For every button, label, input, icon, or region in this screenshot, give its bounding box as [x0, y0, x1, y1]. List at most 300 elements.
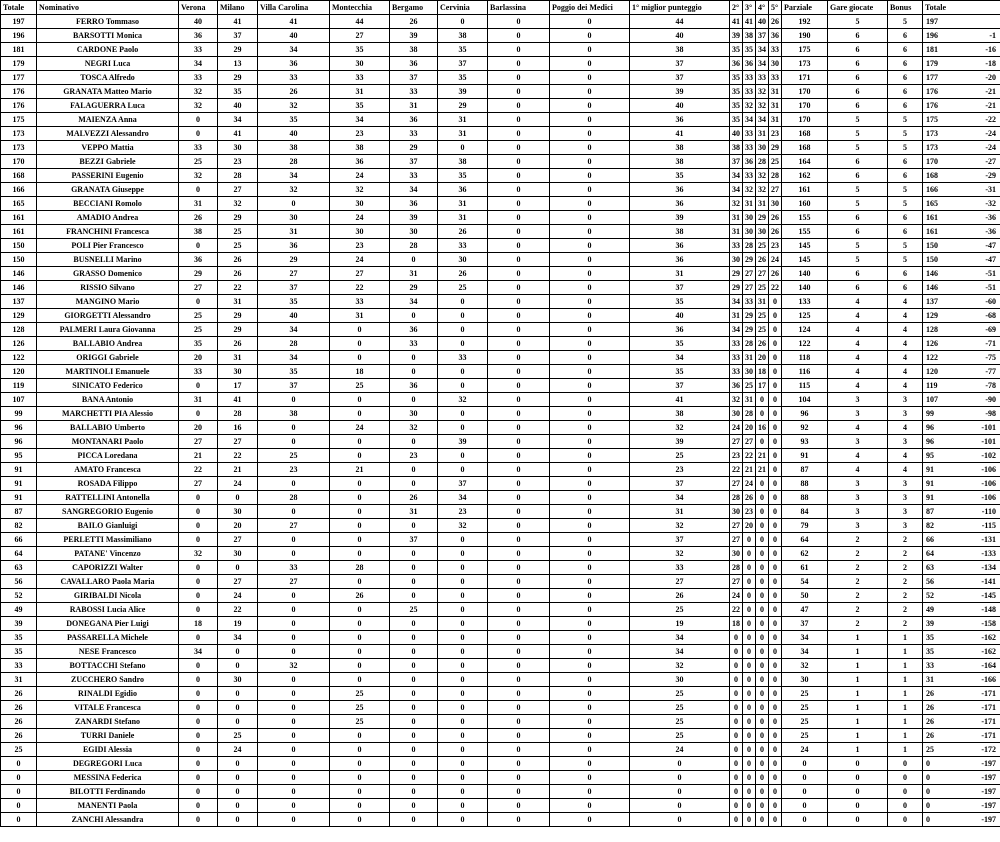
best-score-cell: 31: [756, 295, 769, 309]
column-header: 1° miglior punteggio: [630, 1, 730, 15]
table-row: [1, 295, 1000, 309]
score-cell: 25: [330, 715, 390, 729]
score-cell: 0: [330, 323, 390, 337]
best-score-cell: 34: [756, 43, 769, 57]
final-total-value: 197: [926, 17, 938, 26]
partial-cell: 47: [782, 603, 828, 617]
score-cell: 0: [488, 757, 550, 771]
score-cell: 41: [258, 15, 330, 29]
final-total-cell: [923, 183, 1000, 197]
score-cell: 0: [390, 799, 438, 813]
bonus-cell: 6: [888, 281, 923, 295]
best-score-cell: 35: [730, 85, 743, 99]
score-cell: 38: [258, 141, 330, 155]
best-score-cell: 30: [769, 197, 782, 211]
final-total-value: 96: [926, 423, 934, 432]
score-cell: 31: [438, 211, 488, 225]
name-cell: GIRIBALDI Nicola: [37, 589, 179, 603]
score-cell: 0: [438, 659, 488, 673]
name-cell: VEPPO Mattia: [37, 141, 179, 155]
score-cell: 0: [258, 799, 330, 813]
races-played-cell: 4: [828, 379, 888, 393]
name-cell: BOTTACCHI Stefano: [37, 659, 179, 673]
best-score-cell: 40: [630, 29, 730, 43]
partial-cell: 170: [782, 85, 828, 99]
best-score-cell: 27: [730, 575, 743, 589]
final-total-cell: [923, 407, 1000, 421]
total-cell: 95: [1, 449, 37, 463]
final-total-value: 91: [926, 479, 934, 488]
partial-cell: 0: [782, 799, 828, 813]
final-total-cell: [923, 701, 1000, 715]
final-total-cell: [923, 603, 1000, 617]
bonus-cell: 5: [888, 127, 923, 141]
score-cell: 0: [258, 197, 330, 211]
score-cell: 0: [438, 421, 488, 435]
best-score-cell: 32: [756, 99, 769, 113]
score-cell: 33: [179, 43, 218, 57]
best-score-cell: 0: [743, 771, 756, 785]
final-total-value: 0: [926, 773, 930, 782]
total-cell: 26: [1, 687, 37, 701]
best-score-cell: 24: [769, 253, 782, 267]
partial-cell: 125: [782, 309, 828, 323]
score-cell: 24: [330, 421, 390, 435]
column-header: Villa Carolina: [258, 1, 330, 15]
bonus-cell: 0: [888, 785, 923, 799]
score-cell: 0: [179, 183, 218, 197]
best-score-cell: 0: [756, 701, 769, 715]
best-score-cell: 35: [730, 99, 743, 113]
total-cell: 128: [1, 323, 37, 337]
score-cell: 0: [438, 141, 488, 155]
races-played-cell: 5: [828, 15, 888, 29]
score-cell: 28: [218, 407, 258, 421]
bonus-cell: 4: [888, 463, 923, 477]
best-score-cell: 0: [743, 757, 756, 771]
score-cell: 0: [179, 701, 218, 715]
best-score-cell: 33: [743, 71, 756, 85]
score-cell: 25: [179, 155, 218, 169]
best-score-cell: 25: [743, 379, 756, 393]
best-score-cell: 0: [743, 785, 756, 799]
best-score-cell: 39: [730, 29, 743, 43]
races-played-cell: 4: [828, 421, 888, 435]
score-cell: 36: [330, 155, 390, 169]
score-cell: 17: [218, 379, 258, 393]
races-played-cell: 2: [828, 589, 888, 603]
races-played-cell: 1: [828, 687, 888, 701]
partial-cell: 170: [782, 99, 828, 113]
bonus-cell: 3: [888, 505, 923, 519]
races-played-cell: 3: [828, 519, 888, 533]
best-score-cell: 0: [756, 673, 769, 687]
total-cell: 56: [1, 575, 37, 589]
score-cell: 0: [488, 617, 550, 631]
score-cell: 34: [258, 43, 330, 57]
best-score-cell: 25: [630, 687, 730, 701]
final-total-value: 168: [926, 171, 938, 180]
races-played-cell: 0: [828, 757, 888, 771]
best-score-cell: 37: [630, 379, 730, 393]
best-score-cell: 33: [730, 351, 743, 365]
best-score-cell: 0: [743, 715, 756, 729]
total-cell: 119: [1, 379, 37, 393]
best-score-cell: 37: [630, 57, 730, 71]
score-cell: 0: [550, 309, 630, 323]
score-cell: 0: [390, 351, 438, 365]
best-score-cell: 0: [743, 603, 756, 617]
name-cell: TURRI Daniele: [37, 729, 179, 743]
gap-from-leader: -162: [981, 633, 996, 642]
best-score-cell: 0: [756, 687, 769, 701]
table-row: [1, 141, 1000, 155]
best-score-cell: 0: [743, 617, 756, 631]
name-cell: GRASSO Domenico: [37, 267, 179, 281]
best-score-cell: 33: [756, 71, 769, 85]
total-cell: 91: [1, 463, 37, 477]
total-cell: 175: [1, 113, 37, 127]
score-cell: 0: [550, 253, 630, 267]
best-score-cell: 39: [630, 211, 730, 225]
partial-cell: 91: [782, 449, 828, 463]
gap-from-leader: -21: [985, 101, 996, 110]
score-cell: 0: [438, 15, 488, 29]
score-cell: 0: [488, 673, 550, 687]
best-score-cell: 40: [730, 127, 743, 141]
best-score-cell: 0: [756, 645, 769, 659]
score-cell: 30: [330, 197, 390, 211]
score-cell: 0: [330, 743, 390, 757]
gap-from-leader: -197: [981, 801, 996, 810]
final-total-value: 87: [926, 507, 934, 516]
partial-cell: 0: [782, 785, 828, 799]
name-cell: PALMERI Laura Giovanna: [37, 323, 179, 337]
score-cell: 0: [488, 351, 550, 365]
best-score-cell: 37: [630, 281, 730, 295]
score-cell: 31: [438, 197, 488, 211]
best-score-cell: 25: [769, 155, 782, 169]
best-score-cell: 0: [756, 407, 769, 421]
best-score-cell: 0: [730, 659, 743, 673]
best-score-cell: 31: [630, 267, 730, 281]
final-total-cell: [923, 393, 1000, 407]
gap-from-leader: -106: [981, 465, 996, 474]
best-score-cell: 32: [730, 197, 743, 211]
score-cell: 0: [438, 785, 488, 799]
name-cell: PASSARELLA Michele: [37, 631, 179, 645]
best-score-cell: 0: [769, 673, 782, 687]
score-cell: 21: [179, 449, 218, 463]
score-cell: 0: [488, 659, 550, 673]
races-played-cell: 0: [828, 785, 888, 799]
score-cell: 0: [258, 673, 330, 687]
final-total-value: 165: [926, 199, 938, 208]
best-score-cell: 0: [756, 617, 769, 631]
score-cell: 18: [179, 617, 218, 631]
score-cell: 0: [488, 57, 550, 71]
score-cell: 26: [330, 589, 390, 603]
best-score-cell: 32: [630, 421, 730, 435]
score-cell: 37: [218, 29, 258, 43]
score-cell: 0: [258, 393, 330, 407]
column-header: 4°: [756, 1, 769, 15]
best-score-cell: 20: [756, 351, 769, 365]
best-score-cell: 0: [769, 351, 782, 365]
best-score-cell: 36: [630, 239, 730, 253]
score-cell: 33: [179, 141, 218, 155]
score-cell: 25: [218, 225, 258, 239]
final-total-cell: [923, 85, 1000, 99]
name-cell: PICCA Loredana: [37, 449, 179, 463]
gap-from-leader: -22: [985, 115, 996, 124]
total-cell: 165: [1, 197, 37, 211]
best-score-cell: 27: [730, 477, 743, 491]
gap-from-leader: -148: [981, 605, 996, 614]
final-total-value: 64: [926, 549, 934, 558]
final-total-value: 150: [926, 241, 938, 250]
bonus-cell: 4: [888, 379, 923, 393]
best-score-cell: 34: [630, 645, 730, 659]
name-cell: PASSERINI Eugenio: [37, 169, 179, 183]
final-total-value: 173: [926, 143, 938, 152]
best-score-cell: 17: [756, 379, 769, 393]
column-header: Gare giocate: [828, 1, 888, 15]
best-score-cell: 28: [743, 407, 756, 421]
gap-from-leader: -78: [985, 381, 996, 390]
bonus-cell: 4: [888, 323, 923, 337]
score-cell: 0: [438, 365, 488, 379]
partial-cell: 104: [782, 393, 828, 407]
score-cell: 18: [330, 365, 390, 379]
best-score-cell: 36: [630, 183, 730, 197]
score-cell: 39: [390, 211, 438, 225]
score-cell: 0: [258, 701, 330, 715]
score-cell: 0: [258, 757, 330, 771]
best-score-cell: 34: [730, 183, 743, 197]
total-cell: 197: [1, 15, 37, 29]
score-cell: 38: [390, 43, 438, 57]
final-total-cell: [923, 785, 1000, 799]
total-cell: 176: [1, 99, 37, 113]
best-score-cell: 0: [769, 729, 782, 743]
best-score-cell: 40: [756, 15, 769, 29]
score-cell: 0: [218, 687, 258, 701]
best-score-cell: 0: [756, 743, 769, 757]
best-score-cell: 28: [743, 239, 756, 253]
score-cell: 0: [550, 687, 630, 701]
score-cell: 33: [438, 239, 488, 253]
score-cell: 0: [390, 757, 438, 771]
best-score-cell: 0: [769, 575, 782, 589]
best-score-cell: 26: [769, 225, 782, 239]
final-total-cell: [923, 463, 1000, 477]
total-cell: 196: [1, 29, 37, 43]
gap-from-leader: -197: [981, 815, 996, 824]
score-cell: 33: [330, 71, 390, 85]
best-score-cell: 0: [743, 701, 756, 715]
total-cell: 179: [1, 57, 37, 71]
gap-from-leader: -98: [985, 409, 996, 418]
best-score-cell: 34: [630, 351, 730, 365]
partial-cell: 25: [782, 701, 828, 715]
races-played-cell: 4: [828, 323, 888, 337]
total-cell: 82: [1, 519, 37, 533]
table-row: [1, 309, 1000, 323]
final-total-value: 146: [926, 283, 938, 292]
score-cell: 0: [550, 463, 630, 477]
best-score-cell: 24: [630, 743, 730, 757]
score-cell: 0: [550, 155, 630, 169]
best-score-cell: 35: [630, 337, 730, 351]
score-cell: 0: [550, 323, 630, 337]
table-row: [1, 785, 1000, 799]
final-total-cell: [923, 197, 1000, 211]
best-score-cell: 0: [756, 715, 769, 729]
score-cell: 27: [258, 267, 330, 281]
score-cell: 36: [258, 239, 330, 253]
score-cell: 0: [258, 813, 330, 827]
score-cell: 0: [179, 687, 218, 701]
final-total-cell: [923, 113, 1000, 127]
final-total-cell: [923, 561, 1000, 575]
score-cell: 32: [438, 393, 488, 407]
final-total-value: 161: [926, 227, 938, 236]
score-cell: 29: [218, 323, 258, 337]
final-total-value: 82: [926, 521, 934, 530]
table-row: [1, 561, 1000, 575]
score-cell: 0: [330, 505, 390, 519]
final-total-value: 176: [926, 87, 938, 96]
score-cell: 0: [179, 407, 218, 421]
best-score-cell: 33: [743, 127, 756, 141]
best-score-cell: 0: [730, 645, 743, 659]
final-total-cell: [923, 281, 1000, 295]
bonus-cell: 6: [888, 71, 923, 85]
score-cell: 0: [390, 253, 438, 267]
races-played-cell: 5: [828, 183, 888, 197]
score-cell: 0: [179, 715, 218, 729]
score-cell: 25: [218, 239, 258, 253]
name-cell: MALVEZZI Alessandro: [37, 127, 179, 141]
score-cell: 0: [258, 421, 330, 435]
table-row: [1, 491, 1000, 505]
score-cell: 0: [179, 239, 218, 253]
score-cell: 21: [218, 463, 258, 477]
score-cell: 0: [390, 477, 438, 491]
gap-from-leader: -69: [985, 325, 996, 334]
races-played-cell: 1: [828, 631, 888, 645]
score-cell: 0: [438, 575, 488, 589]
score-cell: 0: [488, 393, 550, 407]
score-cell: 27: [330, 29, 390, 43]
score-cell: 0: [488, 99, 550, 113]
score-cell: 0: [550, 407, 630, 421]
score-cell: 32: [438, 519, 488, 533]
score-cell: 0: [330, 533, 390, 547]
best-score-cell: 34: [730, 169, 743, 183]
final-total-cell: [923, 491, 1000, 505]
score-cell: 0: [330, 575, 390, 589]
score-cell: 0: [179, 603, 218, 617]
partial-cell: 34: [782, 645, 828, 659]
name-cell: RABOSSI Lucia Alice: [37, 603, 179, 617]
best-score-cell: 35: [743, 43, 756, 57]
best-score-cell: 0: [769, 407, 782, 421]
best-score-cell: 31: [743, 351, 756, 365]
bonus-cell: 5: [888, 113, 923, 127]
total-cell: 146: [1, 267, 37, 281]
best-score-cell: 37: [730, 155, 743, 169]
score-cell: 0: [438, 687, 488, 701]
partial-cell: 61: [782, 561, 828, 575]
best-score-cell: 0: [743, 547, 756, 561]
best-score-cell: 27: [743, 267, 756, 281]
score-cell: 24: [218, 743, 258, 757]
final-total-cell: [923, 449, 1000, 463]
final-total-cell: [923, 757, 1000, 771]
total-cell: 96: [1, 435, 37, 449]
score-cell: 26: [218, 267, 258, 281]
total-cell: 168: [1, 169, 37, 183]
score-cell: 0: [179, 729, 218, 743]
score-cell: 0: [330, 799, 390, 813]
score-cell: 36: [390, 57, 438, 71]
final-total-value: 66: [926, 535, 934, 544]
name-cell: BALLABIO Andrea: [37, 337, 179, 351]
best-score-cell: 33: [730, 337, 743, 351]
races-played-cell: 4: [828, 463, 888, 477]
score-cell: 0: [550, 113, 630, 127]
table-row: [1, 225, 1000, 239]
best-score-cell: 27: [756, 267, 769, 281]
total-cell: 170: [1, 155, 37, 169]
best-score-cell: 0: [743, 575, 756, 589]
final-total-cell: [923, 225, 1000, 239]
score-cell: 0: [330, 645, 390, 659]
gap-from-leader: -197: [981, 773, 996, 782]
bonus-cell: 4: [888, 295, 923, 309]
bonus-cell: 2: [888, 589, 923, 603]
races-played-cell: 6: [828, 57, 888, 71]
score-cell: 0: [390, 743, 438, 757]
partial-cell: 145: [782, 239, 828, 253]
final-total-value: 170: [926, 157, 938, 166]
score-cell: 0: [550, 645, 630, 659]
score-cell: 0: [550, 99, 630, 113]
score-cell: 27: [218, 435, 258, 449]
score-cell: 0: [179, 771, 218, 785]
partial-cell: 175: [782, 43, 828, 57]
final-total-cell: [923, 267, 1000, 281]
gap-from-leader: -106: [981, 493, 996, 502]
score-cell: 38: [258, 407, 330, 421]
table-row: [1, 701, 1000, 715]
total-cell: 137: [1, 295, 37, 309]
score-cell: 32: [179, 99, 218, 113]
best-score-cell: 0: [630, 757, 730, 771]
best-score-cell: 0: [769, 435, 782, 449]
gap-from-leader: -110: [981, 507, 996, 516]
score-cell: 37: [438, 477, 488, 491]
score-cell: 30: [438, 253, 488, 267]
best-score-cell: 36: [630, 323, 730, 337]
gap-from-leader: -133: [981, 549, 996, 558]
score-cell: 0: [550, 659, 630, 673]
total-cell: 63: [1, 561, 37, 575]
gap-from-leader: -24: [985, 129, 996, 138]
column-header: Totale: [923, 1, 1000, 15]
